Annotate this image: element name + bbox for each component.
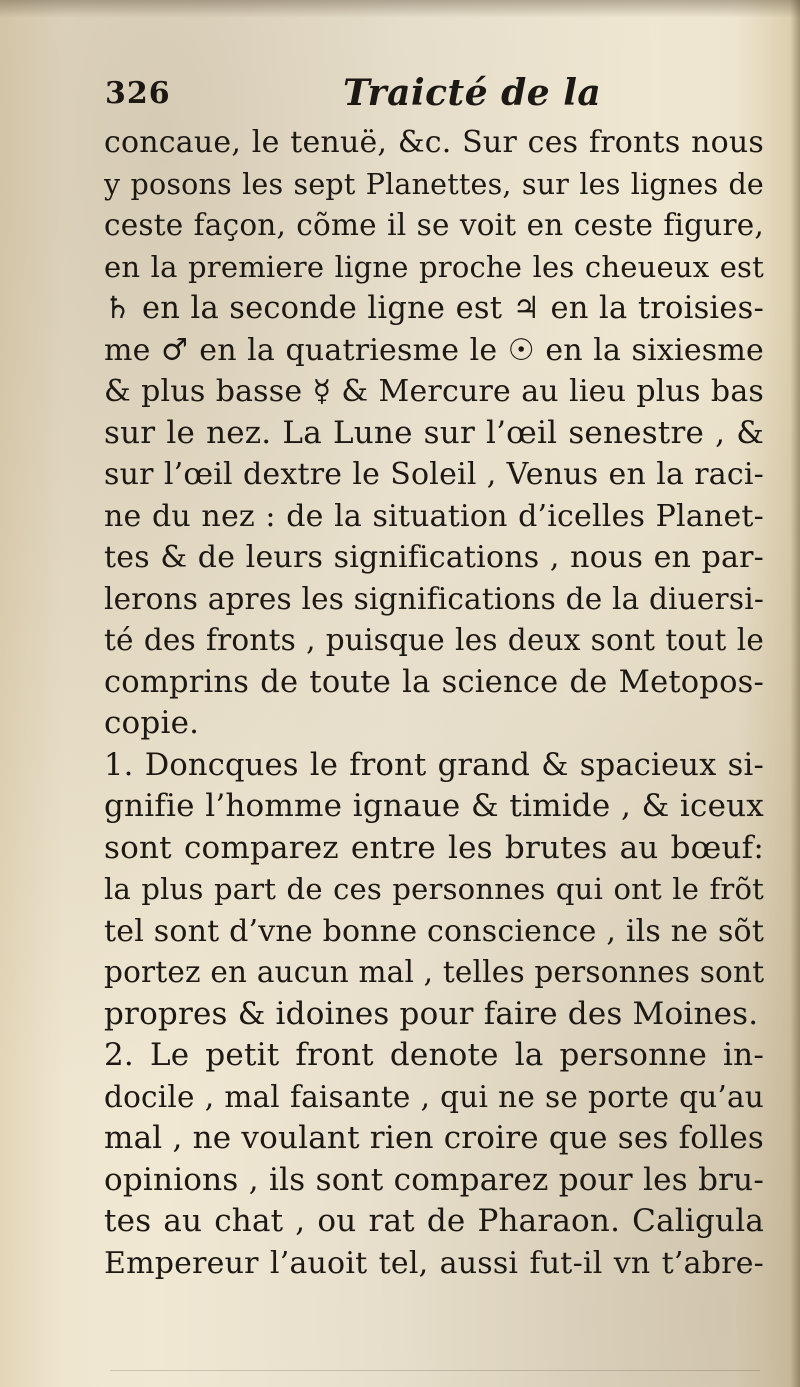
text-line: 2. Le petit front denote la personne in- xyxy=(104,1037,764,1073)
bottom-rule xyxy=(110,1370,760,1371)
text-line: tes & de leurs significations , nous en par- xyxy=(104,540,764,575)
text-line: té des fronts , puisque les deux sont tout le xyxy=(104,623,764,657)
text-line: sont comparez entre les brutes au bœuf: xyxy=(104,829,764,866)
text-line: 1. Doncques le front grand & spacieux si- xyxy=(104,747,764,783)
text-line: concaue, le tenuë, &c. Sur ces fronts nous xyxy=(104,125,764,160)
text-line: gnifie l’homme ignaue & timide , & iceux xyxy=(104,788,764,824)
text-line: sur l’œil dextre le Soleil , Venus en la raci- xyxy=(104,457,764,492)
text-line: & plus basse ☿ & Mercure au lieu plus bas xyxy=(104,374,764,409)
page-top-shadow xyxy=(0,0,800,18)
running-title: Traicté de la xyxy=(343,72,602,114)
text-line: copie. xyxy=(104,705,200,741)
text-line: lerons apres les significations de la diuersi- xyxy=(104,581,764,616)
page-header xyxy=(105,72,765,116)
body-text xyxy=(104,122,764,1284)
text-line: ceste façon, cõme il se voit en ceste figure, xyxy=(104,208,764,242)
text-line: propres & idoines pour faire des Moines. xyxy=(104,995,759,1032)
text-line: y posons les sept Planettes, sur les lignes de xyxy=(104,167,764,201)
text-line: ne du nez : de la situation d’icelles Planet- xyxy=(104,498,764,534)
text-line: en la premiere ligne proche les cheueux est xyxy=(104,249,764,284)
text-line: mal , ne voulant rien croire que ses folles xyxy=(104,1120,764,1156)
text-line: comprins de toute la science de Metopos- xyxy=(104,664,764,700)
text-line: la plus part de ces personnes qui ont le frõt xyxy=(104,872,764,906)
text-line: docile , mal faisante , qui ne se porte qu’au xyxy=(104,1079,764,1114)
text-line: opinions , ils sont comparez pour les bru- xyxy=(104,1161,764,1198)
text-line: tes au chat , ou rat de Pharaon. Caligula xyxy=(104,1203,764,1239)
text-line: sur le nez. La Lune sur l’œil senestre , & xyxy=(104,414,764,451)
text-line: portez en aucun mal , telles personnes sont xyxy=(104,955,764,989)
page-number: 326 xyxy=(105,76,171,111)
text-line: tel sont d’vne bonne conscience , ils ne sõt xyxy=(104,913,764,949)
text-line: Empereur l’auoit tel, aussi fut-il vn t’abre- xyxy=(104,1245,764,1281)
text-line: ♄ en la seconde ligne est ♃ en la troisies- xyxy=(104,291,764,326)
text-line: me ♂ en la quatriesme le ☉ en la sixiesme xyxy=(104,332,764,368)
page-edge-shadow xyxy=(790,0,800,1387)
